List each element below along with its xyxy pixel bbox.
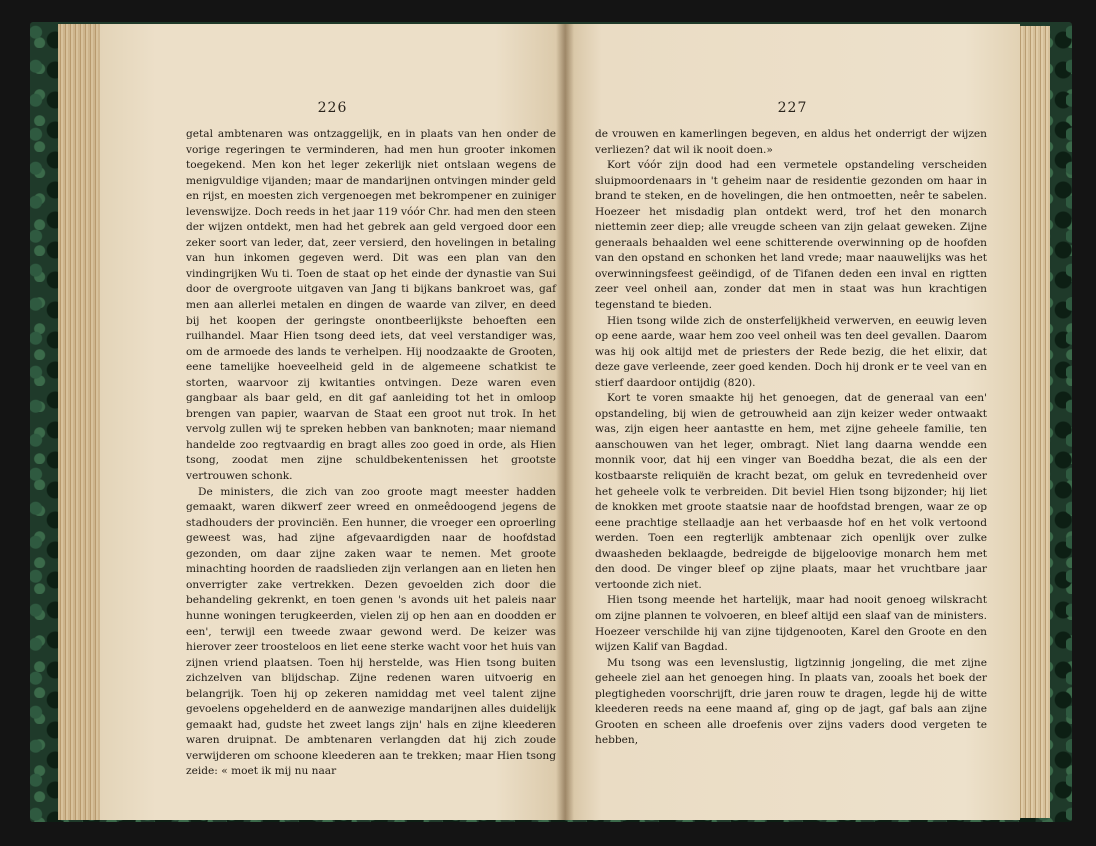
right-page [565,24,1020,820]
right-paragraph: de vrouwen en kamerlingen begeven, en aldus het onderrigt der wijzen verliezen? dat wil ik nooit doen.» [595,128,987,156]
right-paragraph: Hien tsong meende het hartelijk, maar had nooit genoeg wilskracht om zijne plannen te volvoeren, en bleef altijd een slaaf van de ministers. Hoezeer verschilde hij van zijne tijdgenooten, Karel den Groote en den wijzen Kalif van Bagdad. [595,594,987,654]
right-paragraph: Hien tsong wilde zich de onsterfelijkheid verwerven, en eeuwig leven op eene aarde, waar hem zoo veel onheil was ten deel gevallen. Daarom was hij ook altijd met de priesters der Rede bezig, die het elixir, dat deze gave verleende, zeer goed kenden. Doch hij dronk er te veel van en stierf daardoor ontijdig (820). [595,314,987,389]
left-paragraph: getal ambtenaren was ontzaggelijk, en in plaats van hen onder de vorige regeringen te verminderen, had men hun grooter inkomen toegekend. Men kon het leger zekerlijk niet ontslaan wegens de menigvuldige vijanden; maar de mandarijnen ontvingen minder geld en rijst, en moesten zich vergenoegen met bekrompener en zuiniger levenswijze. Doch reeds in het jaar 119 vóór Chr. had men den steen der wijzen ontdekt, men had het gebrek aan geld vergoed door een zeker soort van leder, dat, zeer versierd, den hovelingen in betaling van hun inkomen gegeven werd. Dit was een plan van den vindingrijken Wu ti. Toen de staat op het einde der dynastie van Sui door de overgroote uitgaven van Jang ti bijkans bankroet was, gaf men aan allerlei metalen en dingen de waarde van zilver, en deed bij het koopen der geringste onontbeerlijkste behoeften een ruilhandel. Maar Hien tsong deed iets, dat veel verstandiger was, om de armoede des lands te verhelpen. Hij noodzaakte de Grooten, eene tamelijke hoeveelheid geld in de algemeene schatkist te storten, waarvoor zij kwitanties ontvingen. Deze waren even gangbaar als baar geld, en dit gaf aanleiding tot het in omloop brengen van papier, waarvan de Staat een groot nut trok. In het vervolg zullen wij te spreken hebben van banknoten; maar niemand handelde zoo regtvaardig en bragt alles zoo goed in orde, als Hien tsong, zoodat men zijne schuldbekentenissen het grootste vertrouwen schonk. [186,128,556,483]
right-paragraph: Mu tsong was een levenslustig, ligtzinnig jongeling, die met zijne geheele ziel aan het genoegen hing. In plaats van, zooals het boek der plegtigheden voorschrijft, drie jaren rouw te dragen, legde hij de witte kleederen reeds na eene maand af, ging op de jagt, gaf bals aan zijne Grooten en scheen alle droefenis over zijns vaders dood vergeten te hebben, [595,656,987,747]
right-page-number: 227 [777,100,808,116]
left-page-number: 226 [317,100,348,116]
left-paragraph: De ministers, die zich van zoo groote magt meester hadden gemaakt, waren dikwerf zeer wreed en onmeêdoogend jegens de stadhouders der provinciën. Een hunner, die vroeger een oproerling geweest was, had zijne afgevaardigden naar de hoofdstad gezonden, om daar zijne zaken waar te nemen. Met groote minachting hoorden de raadslieden zijn verlangen aan en lieten hen onverrigter zake vertrekken. Dezen gevoelden zich door die behandeling gekrenkt, en toen genen 's avonds uit het paleis naar hunne woningen terugkeerden, vielen zij op hen aan en doodden er een', terwijl een tweede zwaar gewond werd. De keizer was hierover zeer troosteloos en liet eene sterke wacht voor het huis van zijnen vriend plaatsen. Toen hij herstelde, was Hien tsong buiten zichzelven van blijdschap. Zijne redenen waren uitvoerig en belangrijk. Toen hij op zekeren namiddag met veel talent zijne gevoelens opgehelderd en de aanwezige mandarijnen alles duidelijk gemaakt had, gudste het zweet langs zijn' hals en zijne kleederen waren druipnat. De ambtenaren verlangden dat hij zich zoude verwijderen om schoone kleederen aan te trekken; maar Hien tsong zeide: « moet ik mij nu naar [186,485,556,778]
left-page-text [186,127,556,780]
page-edges-left [58,24,104,820]
page-edges-right [1018,26,1050,818]
right-paragraph: Kort vóór zijn dood had een vermetele opstandeling verscheiden sluipmoordenaars in 't geheim naar de residentie gezonden om haar in brand te steken, en de hovelingen, die hen ontmoetten, neêr te sabelen. Hoezeer het misdadig plan ontdekt werd, trof het den monarch niettemin zeer diep; alle vreugde scheen van zijn gelaat geweken. Zijne generaals behaalden wel eene schitterende overwinning op de hoofden van den opstand en schonken het land vrede; maar naauwelijks was het overwinningsfeest geëindigd, of de Tifanen deden een inval en rigtten zeer veel onheil aan, zonder dat men in staat was hun krachtigen tegenstand te bieden. [595,159,987,312]
book-gutter [556,24,574,820]
left-page [100,24,565,820]
right-page-text [595,127,987,749]
right-paragraph: Kort te voren smaakte hij het genoegen, dat de generaal van een' opstandeling, bij wien de getrouwheid aan zijn keizer weder ontwaakt was, zijn eigen heer aantastte en hem, met zijne geheele familie, ten aanschouwen van het leger, ombragt. Niet lang daarna wendde een monnik voor, dat hij een vinger van Boeddha bezat, die als een der kostbaarste reliquiën de kracht bezat, om geluk en tevredenheid over het geheele volk te verbreiden. Dit beviel Hien tsong bijzonder; hij liet de knokken met groote staatsie naar de hoofdstad brengen, waar ze op eene prachtige stellaadje aan het verbaasde hof en het volk vertoond werden. Toen een regterlijk ambtenaar zich openlijk over zulke dwaasheden beklaagde, bedreigde de bijgeloovige monarch hem met den dood. De vinger bleef op zijne plaats, maar het vruchtbare jaar vertoonde zich niet. [595,392,987,591]
